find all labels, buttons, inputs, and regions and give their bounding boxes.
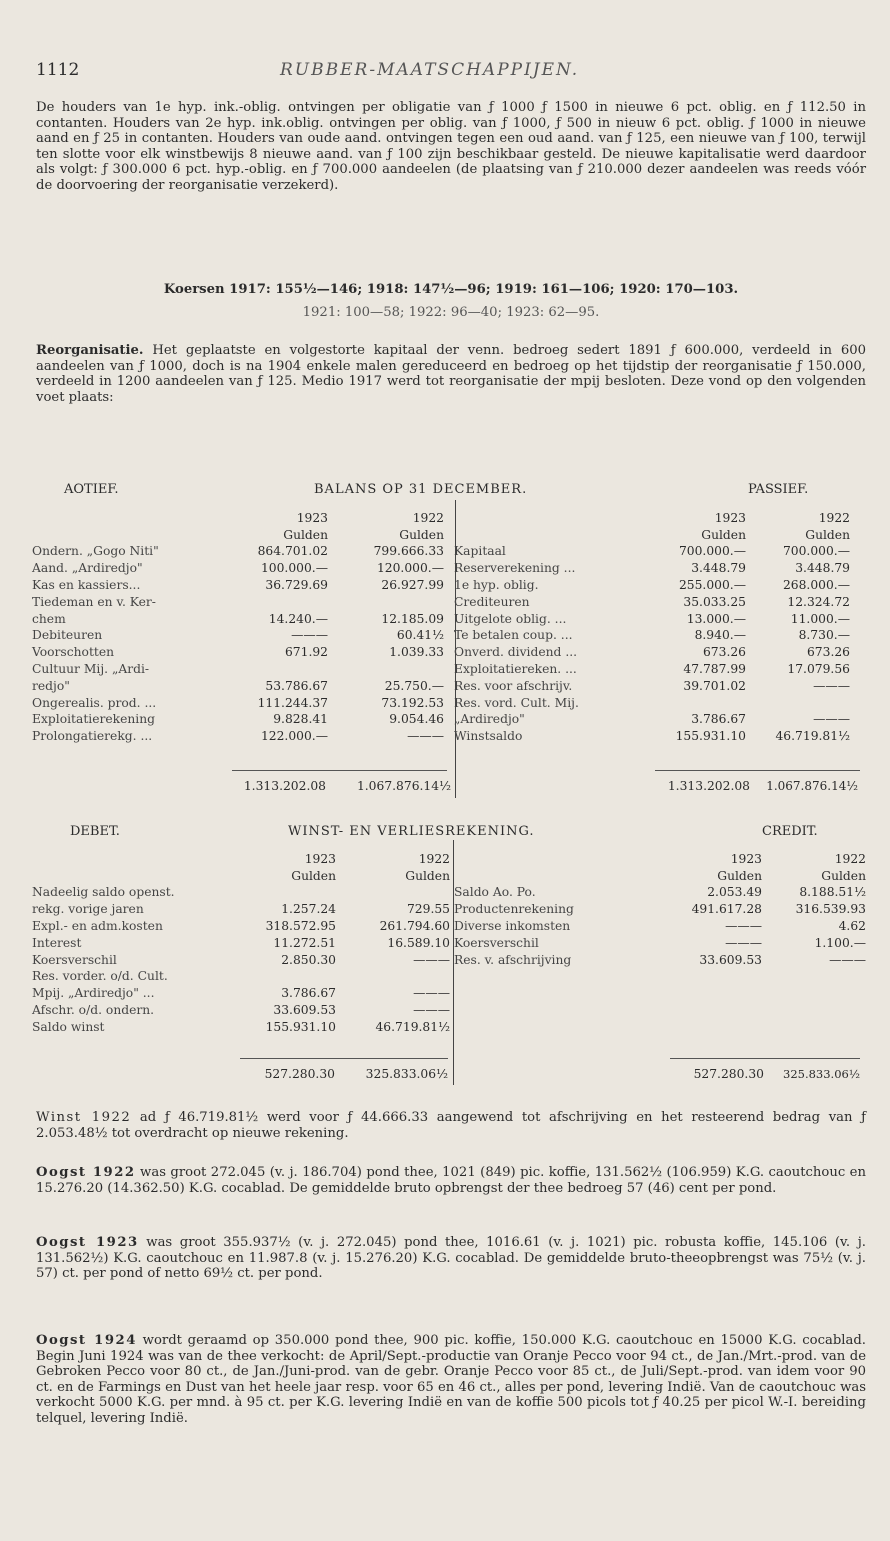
winst-debet-row-value-1923: 3.786.67	[281, 986, 336, 1001]
balans-left-total-1922: 1.067.876.14½	[356, 779, 451, 793]
balans-right-total-rule	[655, 770, 860, 771]
winst-debet-row-value-1923: 155.931.10	[265, 1019, 336, 1034]
winst-credit-row-label: Productenrekening	[454, 902, 574, 917]
winst-left-total-rule	[240, 1058, 448, 1059]
winst-debet-row-value-1922: ———	[413, 1002, 450, 1017]
balans-activa-row-label: Ondern. „Gogo Niti"	[32, 544, 159, 559]
balans-passiva-row-label: Onverd. dividend ...	[454, 645, 578, 660]
winst-debet-row-value-1923	[238, 967, 338, 984]
winst-1922-lead: Winst 1922	[36, 1110, 132, 1125]
winst-debet-row-value-1923: 2.850.30	[281, 952, 336, 967]
balans-passiva-row-value-1923: 673.26	[702, 645, 746, 660]
winst-debet-row-value-1922: 261.794.60	[379, 918, 450, 933]
balans-passiva-row-label: Kapitaal	[454, 544, 506, 559]
balans-activa-row	[30, 575, 446, 592]
balans-activa-row-value-1923: 100.000.—	[260, 561, 328, 576]
balans-passiva-row	[452, 626, 852, 643]
balans-passiva-row	[452, 575, 852, 592]
balans-right-total-1923: 1.313.202.08	[667, 779, 750, 793]
balans-activa-row-value-1922: 26.927.99	[381, 577, 444, 592]
winst-1922-text: ad ƒ 46.719.81½ werd voor ƒ 44.666.33 aangewend tot afschrijving en het resteerend bedrag van ƒ 2.053.48½ tot overdracht op nieuwe rekening.	[36, 1110, 866, 1141]
balans-passiva-row-value-1923: 13.000.—	[686, 611, 746, 626]
balans-passiva-header-spacer	[452, 525, 644, 542]
winst-credit-row	[452, 950, 868, 967]
oogst-1924-paragraph	[36, 1333, 866, 1427]
winst-credit-row-value-1923: ———	[725, 935, 762, 950]
balans-passiva-row-label: 1e hyp. oblig.	[454, 577, 539, 592]
winst-credit-header-spacer	[452, 866, 660, 883]
oogst-1923-text: was groot 355.937½ (v. j. 272.045) pond thee, 1016.61 (v. j. 1021) pic. robusta koffie, 145.106 (v. j. 131.562½) K.G. caoutchouc en 11.987.8 (v. j. 15.276.20) K.G. cocablad. De gemiddelde bruto-theeopbrengst was 75½ (v. j. 57) ct. per pond of netto 69½ ct. per pond.	[36, 1235, 866, 1282]
winst-credit-row-value-1923: 491.617.28	[691, 902, 762, 917]
winst-credit-row-value-1922: 1.100.—	[814, 935, 866, 950]
winst-debet-header-spacer	[30, 849, 238, 866]
balans-activa-row-value-1923	[230, 592, 330, 609]
balans-activa-row-value-1922: 12.185.09	[381, 611, 444, 626]
balans-activa-row-label: Exploitatierekening	[32, 712, 156, 727]
balans-activa-header-spacer	[30, 525, 230, 542]
balans-passiva-row	[452, 592, 852, 609]
balans-passiva-row-value-1922: 11.000.—	[790, 611, 850, 626]
winst-credit-row-value-1923: ———	[725, 918, 762, 933]
balans-activa-row-value-1922: ———	[407, 729, 444, 744]
balans-passiva-row-label: Uitgelote oblig. ...	[454, 611, 567, 626]
balans-passiva-row	[452, 642, 852, 659]
balans-passiva-row-value-1922: 46.719.81½	[775, 729, 850, 744]
balans-activa-row-value-1922	[330, 592, 446, 609]
winst-debet-row-label: rekg. vorige jaren	[32, 902, 144, 917]
balans-activa-row-value-1923: 122.000.—	[260, 729, 328, 744]
balans-activa-row	[30, 726, 446, 743]
winst-debet-row-label: Afschr. o/d. ondern.	[32, 1002, 155, 1017]
balans-passiva-unit-1923: Gulden	[701, 527, 746, 542]
balans-passiva-row-value-1923: 39.701.02	[683, 678, 746, 693]
winst-debet-row-value-1922: 16.589.10	[387, 935, 450, 950]
balans-passiva-row-value-1922: 8.730.—	[798, 628, 850, 643]
oogst-1924-heading: Oogst 1924	[36, 1333, 137, 1348]
winst-credit-row	[452, 899, 868, 916]
balans-passiva-header-spacer	[452, 508, 644, 525]
balans-activa-year-1922: 1922	[412, 510, 444, 525]
balans-passiva-row	[452, 710, 852, 727]
winst-right-total-1922: 325.833.06½	[783, 1067, 860, 1081]
oogst-1923-paragraph	[36, 1235, 866, 1282]
balans-activa-row-value-1922: 1.039.33	[389, 645, 444, 660]
winst-1922-paragraph	[36, 1110, 866, 1141]
balans-passiva-row-label: Te betalen coup. ...	[454, 628, 573, 643]
winst-right-title: CREDIT.	[762, 824, 818, 839]
balans-left-total-1923: 1.313.202.08	[243, 779, 326, 793]
balans-left-title: AOTIEF.	[64, 482, 119, 497]
balans-activa-row-value-1923: 9.828.41	[273, 712, 328, 727]
balans-passiva-row-value-1923: 8.940.—	[694, 628, 746, 643]
winst-right-total-1923: 527.280.30	[693, 1067, 764, 1081]
winst-debet-row-label: Koersverschil	[32, 952, 117, 967]
winst-credit-row-label: Res. v. afschrijving	[454, 952, 572, 967]
winst-debet-row-label: Interest	[32, 935, 82, 950]
winst-credit-row-value-1922: 4.62	[838, 918, 866, 933]
balans-activa-row-value-1923: 36.729.69	[265, 577, 328, 592]
winst-debet-row	[30, 933, 452, 950]
balans-activa-row-value-1922: 9.054.46	[389, 712, 444, 727]
balans-passiva-row-value-1922: ———	[813, 678, 850, 693]
oogst-1924-text: wordt geraamd op 350.000 pond thee, 900 pic. koffie, 150.000 K.G. caoutchouc en 15000 K.G. cocablad. Begin Juni 1924 was van de thee verkocht: de April/Sept.-productie van Oranje Pecco voor 94 ct., de Jan./Mrt.-prod. van de Gebroken Pecco voor 80 ct., de Jan./Juni-prod. van de gebr. Oranje Pecco voor 85 ct., de Juli/Sept.-prod. van idem voor 90 ct. en de Farmings en Dust van het heele jaar resp. voor 65 en 46 ct., alles per pond, levering Indië. Van de caoutchouc was verkocht 5000 K.G. per mnd. à 95 ct. per K.G. levering Indië en van de koffie 500 picols tot ƒ 40.25 per picol W.-I. bereiding telquel, levering Indië.	[36, 1333, 866, 1426]
balans-activa-row-label: redjo"	[32, 678, 70, 693]
winst-credit-row-label: Saldo Ao. Po.	[454, 885, 536, 900]
winst-debet-row-value-1922: 729.55	[406, 902, 450, 917]
balans-activa-row-label: chem	[32, 611, 66, 626]
winst-credit-row	[452, 883, 868, 900]
winst-credit-row-label: Koersverschil	[454, 935, 539, 950]
winst-credit-row	[452, 916, 868, 933]
balans-passiva-row-value-1923: 3.448.79	[691, 561, 746, 576]
winst-credit-header-spacer	[452, 849, 660, 866]
balans-activa-row-label: Voorschotten	[32, 645, 115, 660]
winst-credit-row-value-1922: 316.539.93	[795, 902, 866, 917]
balans-activa-table	[30, 508, 446, 743]
balans-title: BALANS OP 31 DECEMBER.	[314, 482, 528, 497]
winst-debet-row-value-1922: ———	[413, 986, 450, 1001]
balans-passiva-row-value-1923: 47.787.99	[683, 661, 746, 676]
running-title: RUBBER-MAATSCHAPPIJEN.	[280, 60, 580, 80]
balans-activa-row-value-1923: 671.92	[284, 645, 328, 660]
balans-passiva-row-label: „Ardiredjo"	[454, 712, 525, 727]
balans-activa-row	[30, 626, 446, 643]
winst-debet-row-value-1923: 1.257.24	[281, 902, 336, 917]
balans-passiva-row	[452, 693, 852, 710]
winst-credit-row-value-1923: 2.053.49	[707, 885, 762, 900]
winst-left-total-1922: 325.833.06½	[365, 1067, 448, 1081]
balans-passiva-year-1923: 1923	[714, 510, 746, 525]
winst-debet-row	[30, 983, 452, 1000]
balans-activa-row-value-1922: 60.41½	[396, 628, 444, 643]
balans-activa-row-value-1923: 111.244.37	[257, 695, 328, 710]
balans-activa-row-label: Cultuur Mij. „Ardi-	[32, 661, 150, 676]
winst-debet-year-1922: 1922	[418, 851, 450, 866]
oogst-1922-text: was groot 272.045 (v. j. 186.704) pond thee, 1021 (849) pic. koffie, 131.562½ (106.959) K.G. caoutchouc en 15.276.20 (14.362.50) K.G. cocablad. De gemiddelde bruto opbrengst der thee bedroeg 57 (46) cent per pond.	[36, 1165, 866, 1196]
balans-passiva-row-label: Res. voor afschrijv.	[454, 678, 573, 693]
winst-credit-row	[452, 933, 868, 950]
winst-credit-row-value-1922: 8.188.51½	[799, 885, 866, 900]
balans-activa-row	[30, 676, 446, 693]
winst-credit-row-value-1922: ———	[829, 952, 866, 967]
balans-passiva-row-value-1922: ———	[813, 712, 850, 727]
balans-passiva-row-label: Reserverekening ...	[454, 561, 576, 576]
balans-passiva-row-label: Winstsaldo	[454, 729, 523, 744]
balans-activa-unit-1923: Gulden	[283, 527, 328, 542]
winst-left-title: DEBET.	[70, 824, 120, 839]
intro-paragraph	[36, 100, 866, 194]
balans-passiva-row	[452, 609, 852, 626]
winst-debet-row-label: Saldo winst	[32, 1019, 105, 1034]
winst-debet-table	[30, 849, 452, 1034]
koersen-line-2: 1921: 100—58; 1922: 96—40; 1923: 62—95.	[302, 305, 600, 320]
winst-debet-row-value-1923	[238, 883, 338, 900]
balans-activa-row-label: Ongerealis. prod. ...	[32, 695, 157, 710]
balans-activa-row-value-1922	[330, 659, 446, 676]
winst-credit-unit-1923: Gulden	[717, 868, 762, 883]
balans-activa-row	[30, 558, 446, 575]
winst-debet-header-spacer	[30, 866, 238, 883]
reorganisatie-paragraph	[36, 343, 866, 405]
page-number: 1112	[36, 60, 80, 80]
winst-debet-row-value-1922	[338, 967, 452, 984]
winst-debet-row	[30, 899, 452, 916]
balans-activa-year-1923: 1923	[296, 510, 328, 525]
balans-passiva-row-value-1923: 700.000.—	[678, 544, 746, 559]
koersen-line-1: Koersen 1917: 155½—146; 1918: 147½—96; 1919: 161—106; 1920: 170—103.	[163, 282, 739, 297]
winst-right-total-rule	[670, 1058, 860, 1059]
balans-activa-row-label: Aand. „Ardiredjo"	[32, 561, 143, 576]
winst-debet-row-value-1923: 11.272.51	[273, 935, 336, 950]
balans-activa-row-label: Kas en kassiers...	[32, 577, 141, 592]
winst-credit-year-1922: 1922	[834, 851, 866, 866]
balans-activa-row-value-1922: 799.666.33	[373, 544, 444, 559]
balans-activa-row	[30, 642, 446, 659]
balans-left-total-rule	[232, 770, 447, 771]
balans-activa-row-value-1923: 14.240.—	[268, 611, 328, 626]
balans-passiva-row	[452, 726, 852, 743]
balans-passiva-row	[452, 659, 852, 676]
winst-debet-row-value-1922	[338, 883, 452, 900]
winst-debet-row	[30, 950, 452, 967]
balans-activa-row-value-1923: 53.786.67	[265, 678, 328, 693]
balans-passiva-row-value-1922: 268.000.—	[782, 577, 850, 592]
winst-debet-row-value-1922: 46.719.81½	[375, 1019, 450, 1034]
balans-passiva-row-label: Res. vord. Cult. Mij.	[454, 695, 579, 710]
balans-right-total-1922: 1.067.876.14½	[766, 779, 858, 793]
balans-activa-row	[30, 542, 446, 559]
reorganisatie-text: Het geplaatste en volgestorte kapitaal der venn. bedroeg sedert 1891 ƒ 600.000, verdeeld in 600 aandeelen van ƒ 1000, doch is na 1904 enkele malen gereduceerd en bedroeg op het tijdstip der reorganisatie ƒ 150.000, verdeeld in 1200 aandeelen van ƒ 125. Medio 1917 werd tot reorganisatie der mpij besloten. Deze vond op den volgenden voet plaats:	[36, 343, 866, 405]
balans-activa-row-label: Tiedeman en v. Ker-	[32, 594, 156, 609]
balans-activa-row	[30, 693, 446, 710]
balans-passiva-row-value-1923: 3.786.67	[691, 712, 746, 727]
winst-debet-unit-1922: Gulden	[405, 868, 450, 883]
balans-passiva-row	[452, 558, 852, 575]
balans-activa-row	[30, 609, 446, 626]
balans-passiva-row	[452, 542, 852, 559]
winst-credit-table	[452, 849, 868, 967]
balans-passiva-row-value-1922	[748, 693, 852, 710]
balans-passiva-row-value-1923: 155.931.10	[675, 729, 746, 744]
winst-debet-row-label: Expl.- en adm.kosten	[32, 918, 163, 933]
balans-activa-row-value-1923	[230, 659, 330, 676]
balans-activa-row-value-1923: ———	[291, 628, 328, 643]
balans-passiva-row-value-1922: 3.448.79	[795, 561, 850, 576]
winst-debet-row-label: Mpij. „Ardiredjo" ...	[32, 986, 155, 1001]
winst-debet-row	[30, 967, 452, 984]
balans-passiva-row-value-1922: 700.000.—	[782, 544, 850, 559]
balans-activa-row-label: Prolongatierekg. ...	[32, 729, 153, 744]
oogst-1922-heading: Oogst 1922	[36, 1165, 136, 1180]
winst-debet-row-value-1923: 318.572.95	[265, 918, 336, 933]
balans-activa-row	[30, 710, 446, 727]
balans-activa-header-spacer	[30, 508, 230, 525]
balans-passiva-table	[452, 508, 852, 743]
balans-activa-row-label: Debiteuren	[32, 628, 103, 643]
balans-passiva-row-value-1923: 255.000.—	[678, 577, 746, 592]
winst-credit-row-label: Diverse inkomsten	[454, 918, 571, 933]
winst-debet-year-1923: 1923	[304, 851, 336, 866]
winst-debet-row-label: Nadeelig saldo openst.	[32, 885, 175, 900]
balans-passiva-row-value-1922: 673.26	[806, 645, 850, 660]
balans-activa-row	[30, 659, 446, 676]
winst-credit-row-value-1923: 33.609.53	[699, 952, 762, 967]
balans-passiva-unit-1922: Gulden	[805, 527, 850, 542]
balans-passiva-row-label: Crediteuren	[454, 594, 530, 609]
winst-debet-row-value-1923: 33.609.53	[273, 1002, 336, 1017]
balans-passiva-year-1922: 1922	[818, 510, 850, 525]
winst-debet-row	[30, 1017, 452, 1034]
intro-text: De houders van 1e hyp. ink.-oblig. ontvingen per obligatie van ƒ 1000 ƒ 1500 in nieuwe 6 pct. oblig. en ƒ 112.50 in contanten. Houders van 2e hyp. ink.oblig. ontvingen per oblig. van ƒ 1000, ƒ 500 in nieuw 6 pct. oblig. ƒ 1000 in nieuwe aand en ƒ 25 in contanten. Houders van oude aand. ontvingen tegen een oud aand. van ƒ 125, een nieuwe van ƒ 100, terwijl ten slotte voor elk winstbewijs 8 nieuwe aand. van ƒ 100 zijn beschikbaar gesteld. De nieuwe kapitalisatie werd daardoor als volgt: ƒ 300.000 6 pct. hyp.-oblig. en ƒ 700.000 aandeelen (de plaatsing van ƒ 210.000 dezer aandeelen was reeds vóór de doorvoering der reorganisatie verzekerd).	[36, 100, 866, 193]
winst-debet-row	[30, 1000, 452, 1017]
winst-title: WINST- EN VERLIESREKENING.	[288, 824, 535, 839]
balans-activa-row	[30, 592, 446, 609]
oogst-1922-paragraph	[36, 1165, 866, 1196]
balans-passiva-row-value-1922: 17.079.56	[787, 661, 850, 676]
winst-credit-year-1923: 1923	[730, 851, 762, 866]
reorganisatie-heading: Reorganisatie.	[36, 343, 144, 358]
winst-debet-row-label: Res. vorder. o/d. Cult.	[32, 969, 168, 984]
balans-activa-row-value-1923: 864.701.02	[257, 544, 328, 559]
balans-passiva-row-label: Exploitatiereken. ...	[454, 661, 577, 676]
balans-passiva-row-value-1923	[644, 693, 748, 710]
balans-passiva-row-value-1923: 35.033.25	[683, 594, 746, 609]
oogst-1923-heading: Oogst 1923	[36, 1235, 139, 1250]
balans-passiva-row	[452, 676, 852, 693]
winst-debet-unit-1923: Gulden	[291, 868, 336, 883]
balans-activa-row-value-1922: 25.750.—	[384, 678, 444, 693]
balans-activa-row-value-1922: 73.192.53	[381, 695, 444, 710]
balans-activa-row-value-1922: 120.000.—	[376, 561, 444, 576]
winst-left-total-1923: 527.280.30	[264, 1067, 335, 1081]
balans-activa-unit-1922: Gulden	[399, 527, 444, 542]
winst-debet-row-value-1922: ———	[413, 952, 450, 967]
balans-passiva-row-value-1922: 12.324.72	[787, 594, 850, 609]
winst-debet-row	[30, 883, 452, 900]
winst-credit-unit-1922: Gulden	[821, 868, 866, 883]
balans-right-title: PASSIEF.	[748, 482, 809, 497]
winst-debet-row	[30, 916, 452, 933]
